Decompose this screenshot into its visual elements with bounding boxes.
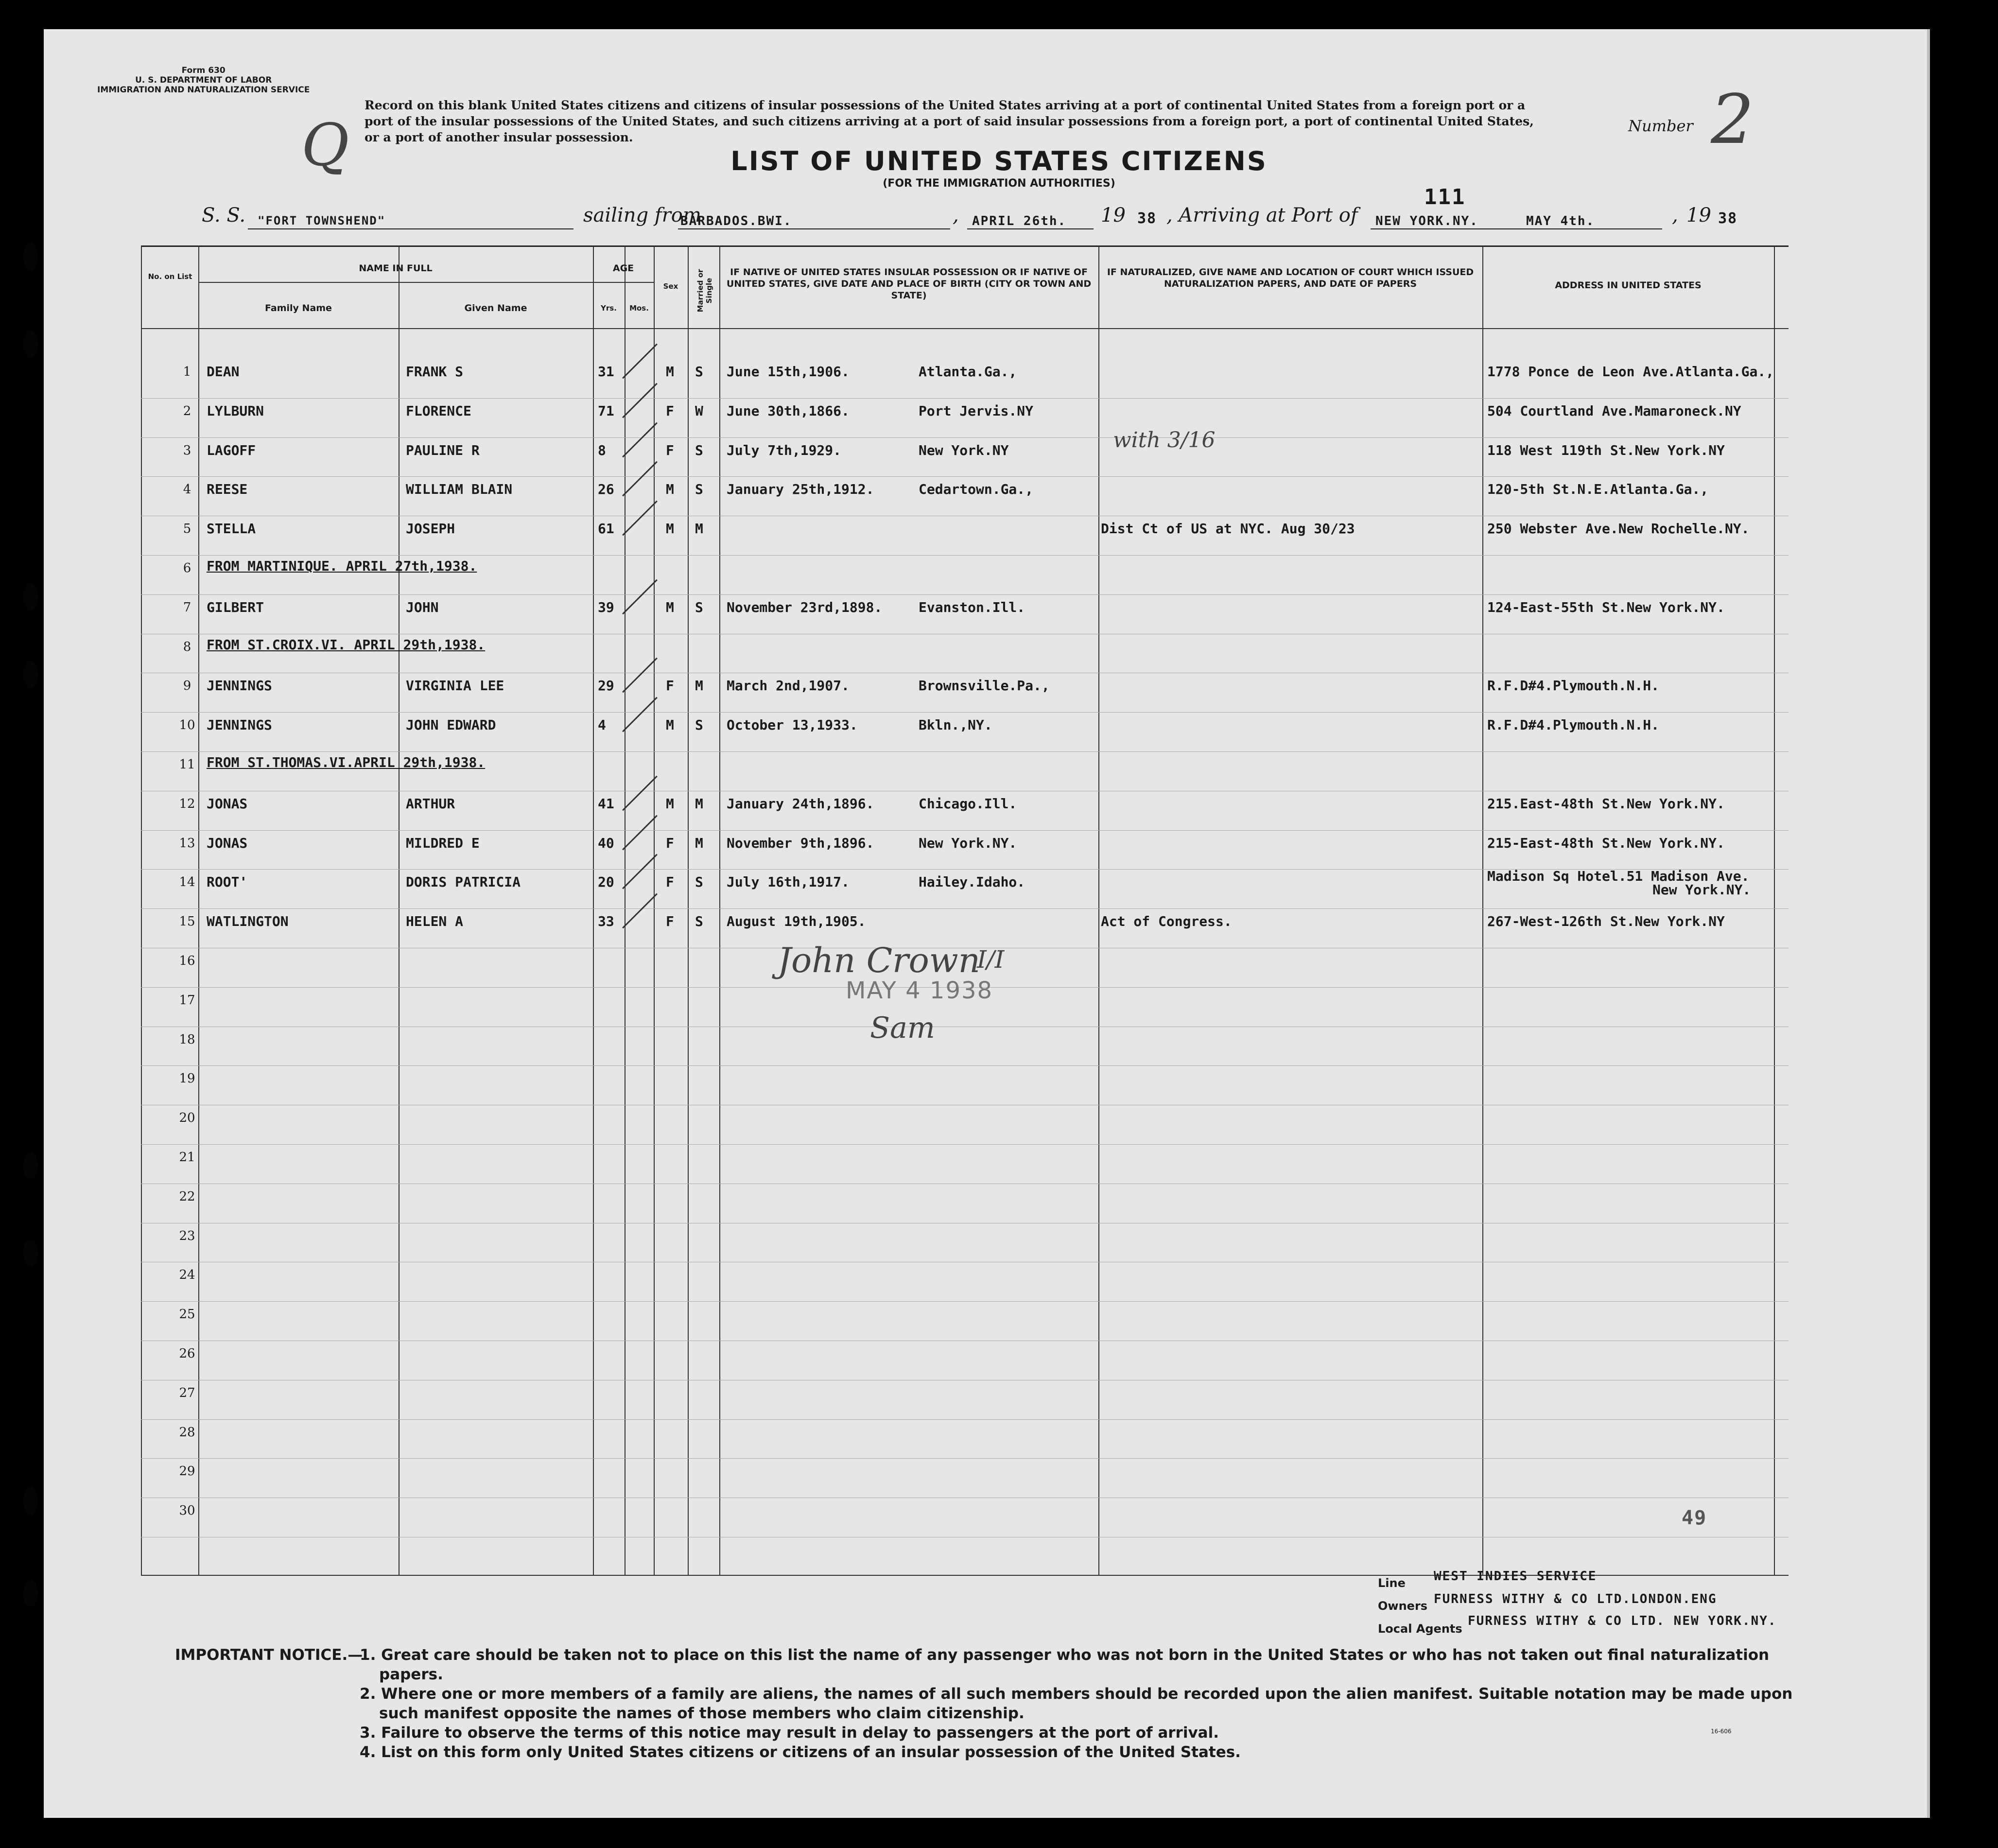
line-value: WEST INDIES SERVICE xyxy=(1434,1569,1597,1584)
birth-place: New York.NY. xyxy=(919,835,1017,851)
given-name: ARTHUR xyxy=(406,795,455,812)
address: 120-5th St.N.E.Atlanta.Ga., xyxy=(1487,481,1709,498)
given-name: DORIS PATRICIA xyxy=(406,874,521,890)
important-notice xyxy=(175,1645,1827,1762)
family-name: DEAN xyxy=(207,364,240,380)
binder-hole xyxy=(23,243,38,270)
binder-hole xyxy=(23,1239,38,1267)
agents-value: FURNESS WITHY & CO LTD. NEW YORK.NY. xyxy=(1468,1614,1777,1628)
age-years: 26 xyxy=(598,481,614,498)
row-number: 15 xyxy=(179,914,195,929)
page-subtitle: (FOR THE IMMIGRATION AUTHORITIES) xyxy=(883,177,1115,190)
age-years: 39 xyxy=(598,599,614,615)
given-name: JOHN xyxy=(406,599,439,615)
sex: F xyxy=(666,442,674,458)
sex: F xyxy=(666,402,674,419)
sex: F xyxy=(666,835,674,851)
sail-year-suffix: 38 xyxy=(1137,210,1157,227)
row-number: 24 xyxy=(179,1268,195,1283)
naturalization: Act of Congress. xyxy=(1101,913,1232,930)
sex: M xyxy=(666,795,674,812)
age-years: 71 xyxy=(598,402,614,419)
marital-status: S xyxy=(695,717,703,733)
marital-status: S xyxy=(695,442,703,458)
age-years: 33 xyxy=(598,913,614,930)
section-header: FROM ST.CROIX.VI. APRIL 29th,1938. xyxy=(207,636,486,653)
birth-place: Port Jervis.NY xyxy=(919,402,1034,419)
sex: M xyxy=(666,364,674,380)
sex: F xyxy=(666,678,674,694)
header-given-name: Given Name xyxy=(464,303,527,314)
marital-status: S xyxy=(695,599,703,615)
row-number: 2 xyxy=(183,403,191,418)
address: 124-East-55th St.New York.NY. xyxy=(1487,599,1725,615)
birth-place: Atlanta.Ga., xyxy=(919,364,1017,380)
sail-date: APRIL 26th. xyxy=(972,214,1067,228)
given-name: MILDRED E xyxy=(406,835,480,851)
given-name: WILLIAM BLAIN xyxy=(406,481,513,498)
address: R.F.D#4.Plymouth.N.H. xyxy=(1487,717,1660,733)
stamp-number: 111 xyxy=(1424,185,1466,209)
birth-place: Evanston.Ill. xyxy=(919,599,1025,615)
header-age: AGE xyxy=(612,263,634,274)
marital-status: S xyxy=(695,364,703,380)
department: U. S. DEPARTMENT OF LABOR xyxy=(135,75,272,85)
intro-text: Record on this blank United States citizens and citizens of insular possessions of the United States arriving at a port of continental United States from a foreign port or a port of the insular possessions of the United States, and such citizens arriving at a port of said insular possessions from a foreign port, a port of continental United States, or a port of another insular possession. xyxy=(365,98,1534,144)
row-number: 9 xyxy=(183,679,191,694)
number-label: Number xyxy=(1628,117,1693,135)
header-sex: Sex xyxy=(663,282,678,291)
birth-date: January 24th,1896. xyxy=(727,795,874,812)
row-number: 11 xyxy=(179,757,195,772)
line-label: Line xyxy=(1378,1576,1406,1590)
owners-value: FURNESS WITHY & CO LTD.LONDON.ENG xyxy=(1434,1592,1717,1606)
age-years: 4 xyxy=(598,717,606,733)
birth-place: Bkln.,NY. xyxy=(919,717,992,733)
row-number: 13 xyxy=(179,836,195,851)
birth-date: November 23rd,1898. xyxy=(727,599,883,615)
row-number: 7 xyxy=(183,600,191,615)
arrival-date: MAY 4th. xyxy=(1526,214,1595,228)
birth-place: Brownsville.Pa., xyxy=(919,678,1050,694)
row-number: 25 xyxy=(179,1307,195,1322)
row-number: 23 xyxy=(179,1228,195,1243)
row-number: 17 xyxy=(179,993,195,1008)
row-number: 3 xyxy=(183,443,191,458)
birth-date: July 16th,1917. xyxy=(727,874,850,890)
marital-status: S xyxy=(695,913,703,930)
header-married: Married or Single xyxy=(696,269,713,313)
age-years: 29 xyxy=(598,678,614,694)
family-name: REESE xyxy=(207,481,248,498)
age-years: 8 xyxy=(598,442,606,458)
family-name: LYLBURN xyxy=(207,402,264,419)
owners-label: Owners xyxy=(1378,1599,1428,1613)
notice-item: 4. List on this form only United States citizens or citizens of an insular possession of the United States. xyxy=(360,1743,1241,1761)
sex: F xyxy=(666,913,674,930)
family-name: JONAS xyxy=(207,835,248,851)
marital-status: S xyxy=(695,874,703,890)
age-years: 20 xyxy=(598,874,614,890)
binder-hole xyxy=(23,661,38,688)
given-name: VIRGINIA LEE xyxy=(406,678,504,694)
sex: M xyxy=(666,481,674,498)
row-number: 27 xyxy=(179,1385,195,1400)
signature-suffix: I/I xyxy=(977,945,1005,974)
address: 215-East-48th St.New York.NY. xyxy=(1487,835,1725,851)
family-name: JENNINGS xyxy=(207,678,272,694)
row-number: 12 xyxy=(179,796,195,811)
age-years: 40 xyxy=(598,835,614,851)
row-number: 29 xyxy=(179,1464,195,1479)
sail-year-prefix: 19 xyxy=(1101,204,1126,227)
given-name: JOSEPH xyxy=(406,521,455,537)
marital-status: M xyxy=(695,835,703,851)
birth-place: New York.NY xyxy=(919,442,1009,458)
row-number: 21 xyxy=(179,1150,195,1165)
number-value: 2 xyxy=(1711,80,1755,159)
birth-date: August 19th,1905. xyxy=(727,913,866,930)
row-number: 10 xyxy=(179,718,195,733)
birth-date: November 9th,1896. xyxy=(727,835,874,851)
sex: M xyxy=(666,521,674,537)
marital-status: M xyxy=(695,678,703,694)
header-family-name: Family Name xyxy=(265,303,332,314)
given-name: FRANK S xyxy=(406,364,464,380)
row-number: 19 xyxy=(179,1071,195,1086)
binder-hole xyxy=(23,1487,38,1515)
family-name: JONAS xyxy=(207,795,248,812)
birth-date: January 25th,1912. xyxy=(727,481,874,498)
birth-place: Cedartown.Ga., xyxy=(919,481,1034,498)
binder-hole xyxy=(23,1580,38,1607)
row-number: 30 xyxy=(179,1503,195,1518)
ship-name: "FORT TOWNSHEND" xyxy=(258,214,386,227)
naturalization: Dist Ct of US at NYC. Aug 30/23 xyxy=(1101,521,1355,537)
header-yrs: Yrs. xyxy=(601,304,617,313)
birth-place: Chicago.Ill. xyxy=(919,795,1017,812)
row-number: 14 xyxy=(179,875,195,890)
family-name: JENNINGS xyxy=(207,717,272,733)
agents-label: Local Agents xyxy=(1378,1622,1462,1636)
arrival-port: NEW YORK.NY. xyxy=(1375,214,1478,228)
birth-place: Hailey.Idaho. xyxy=(919,874,1025,890)
sailing-label: sailing from xyxy=(583,204,701,227)
birth-date: March 2nd,1907. xyxy=(727,678,850,694)
row-number: 8 xyxy=(183,639,191,654)
row-number: 18 xyxy=(179,1032,195,1047)
row3-note: with 3/16 xyxy=(1113,428,1216,453)
family-name: WATLINGTON xyxy=(207,913,289,930)
form-code: 16-606 xyxy=(1711,1728,1732,1735)
marital-status: M xyxy=(695,795,703,812)
birth-date: October 13,1933. xyxy=(727,717,858,733)
row-number: 22 xyxy=(179,1189,195,1204)
address: 1778 Ponce de Leon Ave.Atlanta.Ga., xyxy=(1487,364,1774,380)
birth-date: June 30th,1866. xyxy=(727,402,850,419)
marital-status: M xyxy=(695,521,703,537)
marital-status: W xyxy=(695,402,703,419)
from-port: BARBADOS.BWI. xyxy=(680,214,792,228)
address: 250 Webster Ave.New Rochelle.NY. xyxy=(1487,521,1750,537)
header-mos: Mos. xyxy=(629,304,649,313)
sex: M xyxy=(666,717,674,733)
arrival-year-suffix: 38 xyxy=(1718,210,1738,227)
row-number: 20 xyxy=(179,1111,195,1126)
family-name: STELLA xyxy=(207,521,256,537)
notice-item: 1. Great care should be taken not to place on this list the name of any passenger who was not born in the United States or who has not taken out final naturalization papers. xyxy=(360,1646,1770,1683)
given-name: PAULINE R xyxy=(406,442,480,458)
address: 118 West 119th St.New York.NY xyxy=(1487,442,1725,458)
binder-hole xyxy=(23,583,38,610)
notice-item: 2. Where one or more members of a family are aliens, the names of all such members should be recorded upon the alien manifest. Suitable notation may be made upon such manifest opposite the names of those members who claim citizenship. xyxy=(360,1685,1793,1722)
row-number: 4 xyxy=(183,482,191,497)
binder-hole xyxy=(23,331,38,358)
handwritten-mark: Q xyxy=(301,112,349,179)
header-no: No. on List xyxy=(148,272,192,281)
header-name-in-full: NAME IN FULL xyxy=(359,263,433,274)
notice-heading: IMPORTANT NOTICE.— xyxy=(175,1646,363,1664)
initials: Sam xyxy=(870,1011,935,1045)
address: 504 Courtland Ave.Mamaroneck.NY xyxy=(1487,402,1741,419)
binder-hole xyxy=(23,1152,38,1179)
form-info xyxy=(97,66,310,95)
family-name: GILBERT xyxy=(207,599,264,615)
given-name: HELEN A xyxy=(406,913,464,930)
age-years: 31 xyxy=(598,364,614,380)
row-number: 16 xyxy=(179,954,195,968)
age-years: 41 xyxy=(598,795,614,812)
signature: John Crown xyxy=(778,941,980,980)
address: 267-West-126th St.New York.NY xyxy=(1487,913,1725,930)
row-number: 26 xyxy=(179,1346,195,1361)
given-name: JOHN EDWARD xyxy=(406,717,496,733)
address: R.F.D#4.Plymouth.N.H. xyxy=(1487,678,1660,694)
header-birth: IF NATIVE OF UNITED STATES INSULAR POSSESSION OR IF NATIVE OF UNITED STATES, GIVE DATE AND PLACE OF BIRTH (CITY OR TOWN AND STATE) xyxy=(726,267,1092,301)
given-name: FLORENCE xyxy=(406,402,471,419)
form-number: Form 630 xyxy=(181,66,226,75)
family-name: LAGOFF xyxy=(207,442,256,458)
row-number: 28 xyxy=(179,1425,195,1440)
received-stamp: MAY 4 1938 xyxy=(846,977,993,1004)
birth-date: July 7th,1929. xyxy=(727,442,842,458)
header-address: ADDRESS IN UNITED STATES xyxy=(1555,280,1702,291)
notice-item: 3. Failure to observe the terms of this notice may result in delay to passengers at the port of arrival. xyxy=(360,1724,1219,1742)
address: 215.East-48th St.New York.NY. xyxy=(1487,795,1725,812)
row-number: 1 xyxy=(183,365,191,379)
address: Madison Sq Hotel.51 Madison Ave. xyxy=(1487,868,1750,885)
section-header: FROM MARTINIQUE. APRIL 27th,1938. xyxy=(207,558,477,574)
age-years: 61 xyxy=(598,521,614,537)
sex: M xyxy=(666,599,674,615)
page-count: 49 xyxy=(1682,1507,1707,1529)
page-title: LIST OF UNITED STATES CITIZENS xyxy=(730,146,1268,176)
address-line-2: New York.NY. xyxy=(1652,882,1751,898)
service: IMMIGRATION AND NATURALIZATION SERVICE xyxy=(97,85,310,95)
marital-status: S xyxy=(695,481,703,498)
arriving-label: , Arriving at Port of xyxy=(1166,204,1358,227)
ss-label: S. S. xyxy=(202,204,246,227)
header-naturalized: IF NATURALIZED, GIVE NAME AND LOCATION OF COURT WHICH ISSUED NATURALIZATION PAPERS, AND DATE OF PAPERS xyxy=(1107,267,1474,289)
arrival-year-prefix: 19 xyxy=(1686,204,1711,227)
family-name: ROOT' xyxy=(207,874,248,890)
sex: F xyxy=(666,874,674,890)
section-header: FROM ST.THOMAS.VI.APRIL 29th,1938. xyxy=(207,754,486,770)
row-number: 5 xyxy=(183,522,191,537)
row-number: 6 xyxy=(183,561,191,575)
birth-date: June 15th,1906. xyxy=(727,364,850,380)
